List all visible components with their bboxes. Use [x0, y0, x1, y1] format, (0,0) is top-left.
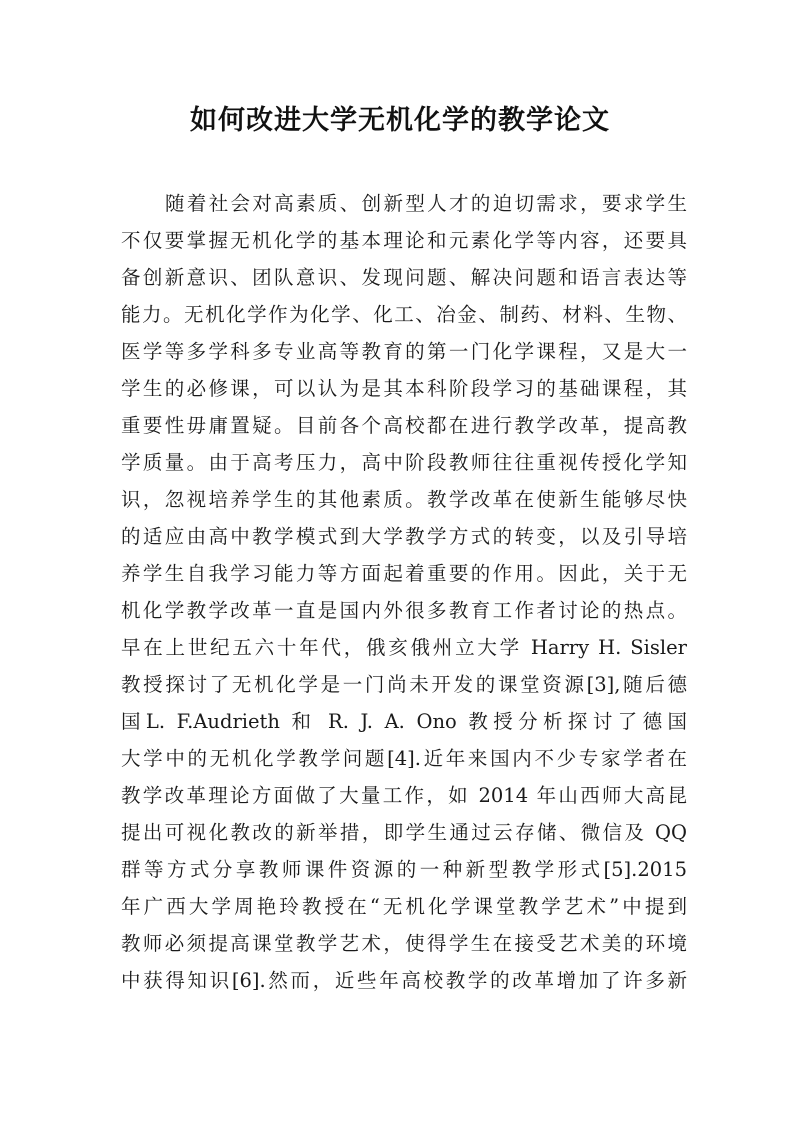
paragraph-line: 大学中的无机化学教学问题[4].近年来国内不少专家学者在 [121, 747, 687, 770]
paragraph-line: 学质量。由于高考压力，高中阶段教师往往重视传授化学知 [121, 451, 687, 474]
paragraph-line: 备创新意识、团队意识、发现问题、解决问题和语言表达等 [121, 266, 687, 289]
paragraph-line: 机化学教学改革一直是国内外很多教育工作者讨论的热点。 [121, 599, 687, 622]
paragraph-line: 学生的必修课，可以认为是其本科阶段学习的基础课程，其 [121, 377, 687, 400]
paragraph-line: 医学等多学科多专业高等教育的第一门化学课程，又是大一 [121, 340, 687, 363]
paragraph-line: 群等方式分享教师课件资源的一种新型教学形式[5].2015 [121, 858, 687, 881]
paragraph-line: 提出可视化教改的新举措，即学生通过云存储、微信及 QQ [121, 821, 687, 844]
paragraph-line: 能力。无机化学作为化学、化工、冶金、制药、材料、生物、 [121, 303, 687, 326]
paragraph-line: 中获得知识[6].然而，近些年高校教学的改革增加了许多新 [121, 969, 687, 992]
paragraph-line: 的适应由高中教学模式到大学教学方式的转变，以及引导培 [121, 525, 687, 548]
paragraph-line: 教授探讨了无机化学是一门尚未开发的课堂资源[3],随后德 [121, 673, 687, 696]
paragraph-line: 国L. F.Audrieth 和 R. J. A. Ono 教授分析探讨了德国 [121, 710, 687, 733]
paragraph-line: 养学生自我学习能力等方面起着重要的作用。因此，关于无 [121, 562, 687, 585]
paragraph-line: 年广西大学周艳玲教授在“无机化学课堂教学艺术”中提到 [121, 895, 687, 918]
paragraph-line: 重要性毋庸置疑。目前各个高校都在进行教学改革，提高教 [121, 414, 687, 437]
paragraph-line: 不仅要掌握无机化学的基本理论和元素化学等内容，还要具 [121, 229, 687, 252]
paragraph-line: 随着社会对高素质、创新型人才的迫切需求，要求学生 [165, 192, 687, 215]
paragraph-line: 识，忽视培养学生的其他素质。教学改革在使新生能够尽快 [121, 488, 687, 511]
paragraph-line: 早在上世纪五六十年代，俄亥俄州立大学 Harry H. Sisler [121, 636, 687, 659]
document-title: 如何改进大学无机化学的教学论文 [190, 105, 610, 136]
paragraph-line: 教学改革理论方面做了大量工作，如 2014 年山西师大高昆 [121, 784, 687, 807]
paragraph-line: 教师必须提高课堂教学艺术，使得学生在接受艺术美的环境 [121, 932, 687, 955]
